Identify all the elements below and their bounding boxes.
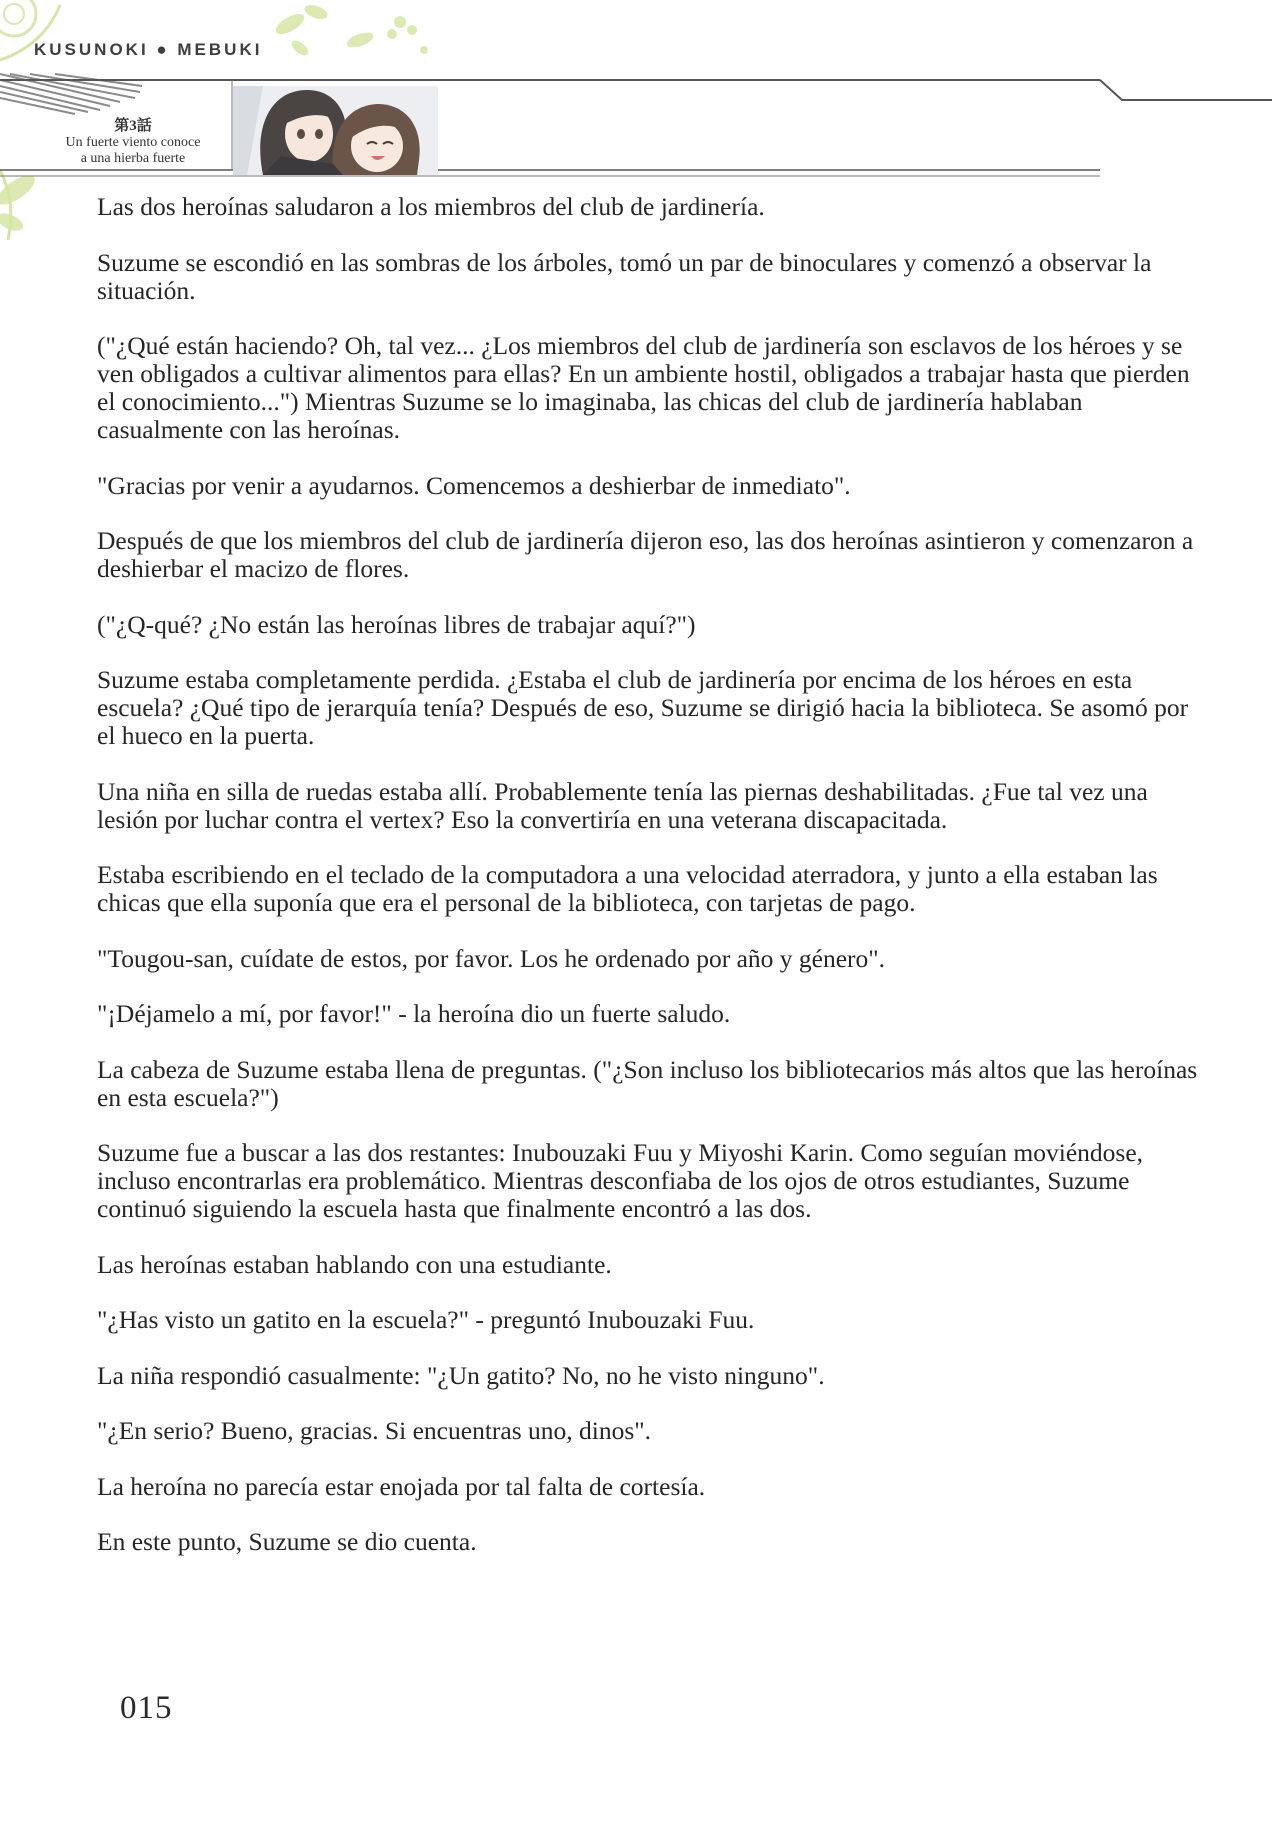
paragraph: Estaba escribiendo en el teclado de la computadora a una velocidad aterradora, y junto a ella estaban las chicas que ella suponía que era el personal de la biblioteca, con tarjetas de pago. (97, 860, 1158, 917)
paragraph: Después de que los miembros del club de jardinería dijeron eso, las dos heroínas asintieron y comenzaron a deshierbar el macizo de flores. (97, 526, 1194, 583)
series-title: KUSUNOKI ● MEBUKI (34, 40, 263, 59)
paragraph: "¿En serio? Bueno, gracias. Si encuentras uno, dinos". (97, 1416, 652, 1445)
page-number: 015 (120, 1690, 173, 1726)
paragraph: "¡Déjamelo a mí, por favor!" - la heroína dio un fuerte saludo. (97, 999, 731, 1028)
paragraph: La heroína no parecía estar enojada por tal falta de cortesía. (97, 1471, 706, 1501)
paragraph: Las heroínas estaban hablando con una estudiante. (97, 1249, 612, 1279)
paragraph: Las dos heroínas saludaron a los miembros del club de jardinería. (97, 192, 765, 221)
paragraph: La cabeza de Suzume estaba llena de preguntas. ("¿Son incluso los bibliotecarios más altos que las heroínas en esta escuela?") (97, 1054, 1198, 1112)
paragraph: La niña respondió casualmente: "¿Un gatito? No, no he visto ninguno". (97, 1360, 825, 1390)
paragraph: En este punto, Suzume se dio cuenta. (97, 1527, 477, 1556)
paragraph: Suzume se escondió en las sombras de los árboles, tomó un par de binoculares y comenzó a observar la situación. (97, 247, 1152, 305)
paragraph: "¿Has visto un gatito en la escuela?" - preguntó Inubouzaki Fuu. (97, 1305, 755, 1334)
chapter-heading (42, 118, 224, 167)
paragraph: "Gracias por venir a ayudarnos. Comencemos a deshierbar de inmediato". (97, 470, 851, 500)
chapter-illustration (233, 86, 438, 175)
paragraph: ("¿Qué están haciendo? Oh, tal vez... ¿Los miembros del club de jardinería son esclavos de los héroes y se ven obligados a cultivar alimentos para ellas? En un ambiente hostil, obligados a trabajar hasta que pierden el conocimiento...") Mientras Suzume se lo imaginaba, las chicas del club de jardinería hablaban casualmente con las heroínas. (97, 331, 1190, 444)
paragraph: ("¿Q-qué? ¿No están las heroínas libres de trabajar aquí?") (97, 609, 696, 639)
paragraph: "Tougou-san, cuídate de estos, por favor. Los he ordenado por año y género". (97, 943, 886, 973)
body-text (97, 193, 1207, 1584)
paragraph: Suzume fue a buscar a las dos restantes: Inubouzaki Fuu y Miyoshi Karin. Como seguían moviéndose, incluso encontrarlas era problemático. Mientras desconfiaba de los ojos de otros estudiantes, Suzume continuó siguiendo la escuela hasta que finalmente encontró a las dos. (97, 1138, 1144, 1223)
paragraph: Suzume estaba completamente perdida. ¿Estaba el club de jardinería por encima de los héroes en esta escuela? ¿Qué tipo de jerarquía tenía? Después de eso, Suzume se dirigió hacia la biblioteca. Se asomó por el hueco en la puerta. (97, 665, 1189, 750)
chapter-title-line1: Un fuerte viento conoce (65, 135, 201, 150)
chapter-title-line2: a una hierba fuerte (80, 151, 186, 166)
chapter-number: 第3話 (114, 118, 152, 134)
paragraph: Una niña en silla de ruedas estaba allí. Probablemente tenía las piernas deshabilitadas. ¿Fue tal vez una lesión por luchar contra el vertex? Eso la convertiría en una veterana discapacitada. (97, 776, 1148, 834)
